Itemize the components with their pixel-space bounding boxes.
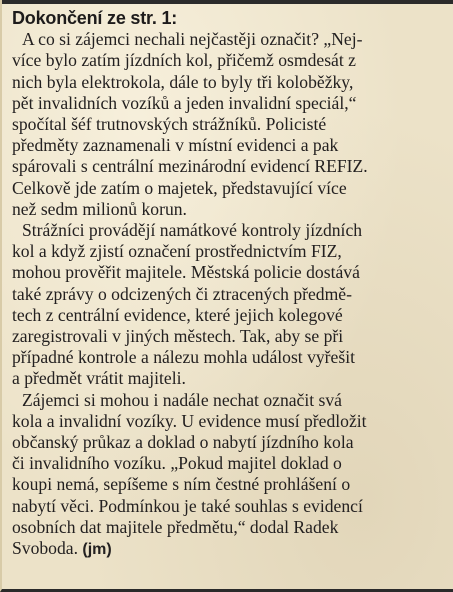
paragraph-line: Strážníci provádějí namátkové kontroly jízdních — [22, 220, 363, 241]
paragraph-1 — [12, 29, 448, 220]
paragraph-line: spočítal šéf trutnovských strážníků. Policisté — [12, 114, 327, 135]
article-body — [12, 8, 448, 560]
paragraph-last-line — [12, 538, 448, 560]
paragraph-line: A co si zájemci nechali nejčastěji označit? „Nej- — [22, 29, 363, 50]
paragraph-line: nich byla elektrokola, dále to byly tři koloběžky, — [12, 71, 354, 92]
closing-text: Svoboda. — [12, 538, 78, 559]
paragraph-line: občanský průkaz a doklad o nabytí jízdního kola — [12, 432, 354, 453]
paragraph-line: mohou prověřit majitele. Městská policie dostává — [12, 262, 360, 283]
paragraph-2 — [12, 220, 448, 390]
paragraph-line: pět invalidních vozíků a jeden invalidní speciál,“ — [12, 92, 357, 113]
top-edge-rule — [2, 0, 453, 4]
paragraph-line: osobních dat majitele předmětu,“ dodal Radek — [12, 516, 339, 537]
author-signature: (jm) — [82, 541, 112, 559]
paragraph-line: kola a invalidní vozíky. U evidence musí předložit — [12, 410, 367, 431]
paragraph-line: zaregistrovali v jiných městech. Tak, aby se při — [12, 326, 344, 347]
paragraph-line: koupi nemá, sepíšeme s ním čestné prohlášení o — [12, 474, 351, 495]
paragraph-line: případné kontrole a nálezu mohla událost vyřešit — [12, 347, 355, 368]
paragraph-line: tech z centrální evidence, které jejich kolegové — [12, 304, 343, 325]
paragraph-line: kol a když zjistí označení prostřednictvím FIZ, — [12, 241, 342, 262]
paragraph-3 — [12, 390, 448, 561]
paragraph-line: také zprávy o odcizených či ztracených předmě- — [12, 283, 352, 304]
paragraph-line: či invalidního vozíku. „Pokud majitel doklad o — [12, 453, 342, 474]
paragraph-line: Celkově jde zatím o majetek, představující více — [12, 177, 347, 198]
paragraph-line: více bylo zatím jízdních kol, přičemž osmdesát z — [12, 50, 356, 71]
paragraph-line: a předmět vrátit majiteli. — [12, 368, 186, 389]
continuation-heading: Dokončení ze str. 1: — [12, 8, 178, 28]
paragraph-line: spárovali s centrální mezinárodní evidencí REFIZ. — [12, 156, 368, 177]
paragraph-line: Zájemci si mohou i nadále nechat označit svá — [22, 389, 342, 410]
paragraph-line: předměty zaznamenali v místní evidenci a pak — [12, 135, 339, 156]
paragraph-line: nabytí věci. Podmínkou je také souhlas s evidencí — [12, 495, 363, 516]
paragraph-line: než sedm milionů korun. — [12, 198, 187, 219]
